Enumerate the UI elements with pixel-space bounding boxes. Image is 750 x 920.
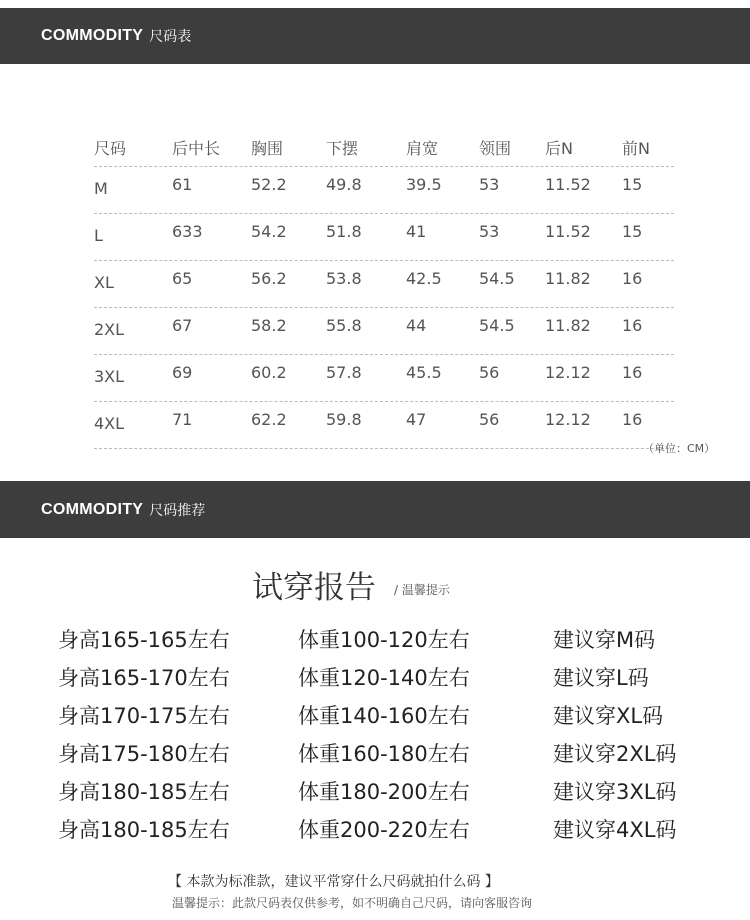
measurement-cell: 54.5	[479, 316, 515, 335]
measurement-cell: 71	[172, 410, 193, 429]
header-cell: 后N	[545, 139, 573, 158]
suggested-size: 建议穿M码	[553, 628, 656, 652]
size-chart-banner	[0, 8, 750, 64]
size-recommend-banner	[0, 481, 750, 538]
measurement-cell: 42.5	[406, 269, 442, 288]
header-cell: 下摆	[326, 139, 359, 158]
measurement-cell: 62.2	[251, 410, 287, 429]
suggested-size: 建议穿L码	[553, 666, 649, 690]
height-range: 身高170-175左右	[58, 704, 230, 728]
header-cell: 前N	[622, 139, 650, 158]
measurement-cell: 39.5	[406, 175, 442, 194]
measurement-cell: 53.8	[326, 269, 362, 288]
measurement-cell: 15	[622, 222, 643, 241]
header-cell: 领围	[479, 139, 512, 158]
header-cell: 尺码	[94, 139, 127, 158]
recommendation-row	[0, 624, 750, 662]
measurement-cell: 54.2	[251, 222, 287, 241]
height-range: 身高175-180左右	[58, 742, 230, 766]
size-table-header-row	[94, 134, 674, 167]
size-table-row	[94, 261, 674, 308]
size-table-row	[94, 308, 674, 355]
measurement-cell: 16	[622, 269, 643, 288]
measurement-cell: 60.2	[251, 363, 287, 382]
measurement-cell: 15	[622, 175, 643, 194]
measurement-cell: 61	[172, 175, 193, 194]
size-label-cell: 4XL	[94, 414, 125, 433]
size-table-row	[94, 214, 674, 261]
height-range: 身高180-185左右	[58, 780, 230, 804]
size-label-cell: L	[94, 226, 103, 245]
recommendation-row	[0, 776, 750, 814]
measurement-cell: 11.82	[545, 269, 591, 288]
measurement-cell: 633	[172, 222, 203, 241]
measurement-cell: 58.2	[251, 316, 287, 335]
measurement-cell: 47	[406, 410, 427, 429]
size-label-cell: 2XL	[94, 320, 125, 339]
measurement-cell: 12.12	[545, 363, 591, 382]
measurement-cell: 11.52	[545, 222, 591, 241]
measurement-cell: 54.5	[479, 269, 515, 288]
size-table	[94, 134, 674, 449]
header-cell: 后中长	[172, 139, 221, 158]
measurement-cell: 11.52	[545, 175, 591, 194]
weight-range: 体重180-200左右	[298, 780, 470, 804]
weight-range: 体重200-220左右	[298, 818, 470, 842]
recommendation-list	[0, 624, 750, 852]
measurement-cell: 53	[479, 175, 500, 194]
size-label-cell: XL	[94, 273, 114, 292]
measurement-cell: 44	[406, 316, 427, 335]
banner-title-zh: 尺码推荐	[149, 502, 206, 519]
suggested-size: 建议穿3XL码	[553, 780, 677, 804]
weight-range: 体重100-120左右	[298, 628, 470, 652]
suggested-size: 建议穿2XL码	[553, 742, 677, 766]
measurement-cell: 16	[622, 363, 643, 382]
weight-range: 体重140-160左右	[298, 704, 470, 728]
size-table-row	[94, 167, 674, 214]
suggested-size: 建议穿XL码	[553, 704, 664, 728]
measurement-cell: 16	[622, 316, 643, 335]
report-subtitle: / 温馨提示	[394, 583, 450, 597]
recommendation-row	[0, 738, 750, 776]
measurement-cell: 41	[406, 222, 427, 241]
size-table-row	[94, 402, 674, 449]
measurement-cell: 56.2	[251, 269, 287, 288]
report-title: 试穿报告	[252, 570, 376, 606]
measurement-cell: 16	[622, 410, 643, 429]
weight-range: 体重160-180左右	[298, 742, 470, 766]
height-range: 身高180-185左右	[58, 818, 230, 842]
size-label-cell: M	[94, 179, 108, 198]
header-cell: 胸围	[251, 139, 284, 158]
header-cell: 肩宽	[406, 139, 439, 158]
banner-title-zh: 尺码表	[149, 29, 192, 45]
measurement-cell: 52.2	[251, 175, 287, 194]
measurement-cell: 56	[479, 363, 500, 382]
measurement-cell: 55.8	[326, 316, 362, 335]
height-range: 身高165-170左右	[58, 666, 230, 690]
banner-title-en: COMMODITY	[41, 27, 144, 44]
measurement-cell: 11.82	[545, 316, 591, 335]
recommendation-row	[0, 814, 750, 852]
weight-range: 体重120-140左右	[298, 666, 470, 690]
size-label-cell: 3XL	[94, 367, 125, 386]
height-range: 身高165-165左右	[58, 628, 230, 652]
measurement-cell: 69	[172, 363, 193, 382]
measurement-cell: 12.12	[545, 410, 591, 429]
measurement-cell: 59.8	[326, 410, 362, 429]
recommendation-row	[0, 700, 750, 738]
measurement-cell: 53	[479, 222, 500, 241]
measurement-cell: 57.8	[326, 363, 362, 382]
suggested-size: 建议穿4XL码	[553, 818, 677, 842]
measurement-cell: 56	[479, 410, 500, 429]
measurement-cell: 67	[172, 316, 193, 335]
size-table-row	[94, 355, 674, 402]
recommendation-row	[0, 662, 750, 700]
unit-note: （单位：CM）	[643, 442, 716, 455]
standard-fit-note: 【 本款为标准款，建议平常穿什么尺码就拍什么码 】	[168, 874, 499, 890]
tip-note: 温馨提示：此款尺码表仅供参考，如不明确自己尺码，请向客服咨询	[172, 896, 533, 910]
measurement-cell: 65	[172, 269, 193, 288]
measurement-cell: 45.5	[406, 363, 442, 382]
measurement-cell: 49.8	[326, 175, 362, 194]
banner-title-en: COMMODITY	[41, 500, 144, 518]
measurement-cell: 51.8	[326, 222, 362, 241]
